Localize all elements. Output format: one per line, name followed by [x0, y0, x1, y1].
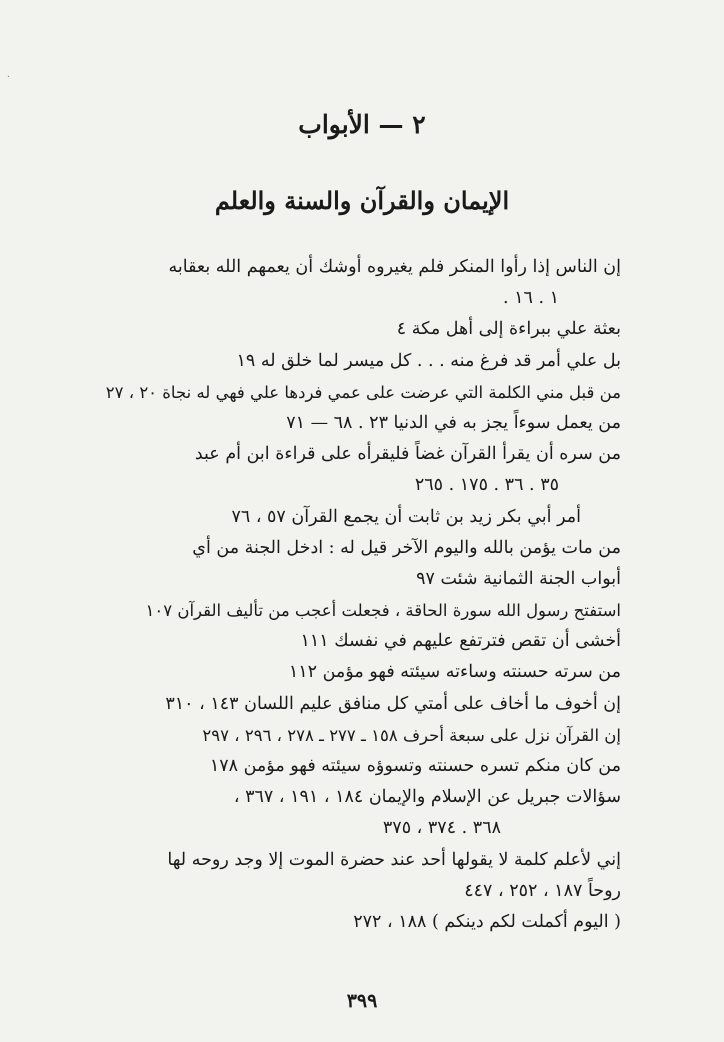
- index-line-continuation: روحاً ١٨٧ ، ٢٥٢ ، ٤٤٧: [464, 880, 621, 901]
- index-line: بل علي أمر قد فرغ منه . . . كل ميسر لما خلق له ١٩: [236, 350, 621, 371]
- index-line: إن الناس إذا رأوا المنكر فلم يغيروه أوشك أن يعمهم الله بعقابه: [168, 257, 621, 277]
- index-line: استفتح رسول الله سورة الحاقة ، فجعلت أعجب من تأليف القرآن ١٠٧: [145, 601, 621, 621]
- index-line: إن أخوف ما أخاف على أمتي كل منافق عليم اللسان ١٤٣ ، ٣١٠: [165, 693, 621, 714]
- index-line: أمر أبي بكر زيد بن ثابت أن يجمع القرآن ٥٧ ، ٧٦: [231, 506, 581, 527]
- index-line-continuation: ٣٥ . ٣٦ . ١٧٥ . ٢٦٥: [414, 475, 559, 496]
- index-line: من سره أن يقرأ القرآن غضاً فليقرأه على قراءة ابن أم عبد: [194, 444, 621, 465]
- index-line: من كان منكم تسره حسنته وتسوؤه سيئته فهو مؤمن ١٧٨: [209, 756, 621, 776]
- chapter-heading: ٢ — الأبواب: [298, 110, 426, 139]
- index-entries: [101, 252, 621, 938]
- index-line: بعثة علي ببراءة إلى أهل مكة ٤: [396, 319, 621, 340]
- index-line: من سرته حسنته وساءته سيئته فهو مؤمن ١١٢: [288, 662, 621, 683]
- index-line-continuation: أبواب الجنة الثمانية شئت ٩٧: [416, 568, 621, 589]
- section-heading: الإيمان والقرآن والسنة والعلم: [214, 186, 510, 215]
- index-line: من يعمل سوءاً يجز به في الدنيا ٢٣ . ٦٨ — ٧١: [286, 412, 621, 433]
- index-line: إني لأعلم كلمة لا يقولها أحد عند حضرة الموت إلا وجد روحه لها: [167, 849, 621, 870]
- index-line: سؤالات جبريل عن الإسلام والإيمان ١٨٤ ، ١٩١ ، ٣٦٧ ،: [233, 787, 621, 808]
- index-line-continuation: ٣٦٨ . ٣٧٤ ، ٣٧٥: [382, 818, 501, 839]
- page-speck-mark: ·: [6, 72, 10, 83]
- index-line: من مات يؤمن بالله واليوم الآخر قيل له : ادخل الجنة من أي: [192, 537, 621, 558]
- index-line-continuation: ١ . ١٦ .: [502, 288, 559, 309]
- index-line: ( اليوم أكملت لكم دينكم ) ١٨٨ ، ٢٧٢: [353, 911, 621, 932]
- page-number: ٣٩٩: [346, 990, 378, 1012]
- index-line: أخشى أن تقص فترتفع عليهم في نفسك ١١١: [300, 631, 621, 652]
- index-line: إن القرآن نزل على سبعة أحرف ١٥٨ ـ ٢٧٧ ـ ٢٧٨ ، ٢٩٦ ، ٢٩٧: [202, 725, 621, 745]
- index-line: من قبل مني الكلمة التي عرضت على عمي فردها علي فهي له نجاة ٢٠ ، ٢٧: [105, 382, 621, 402]
